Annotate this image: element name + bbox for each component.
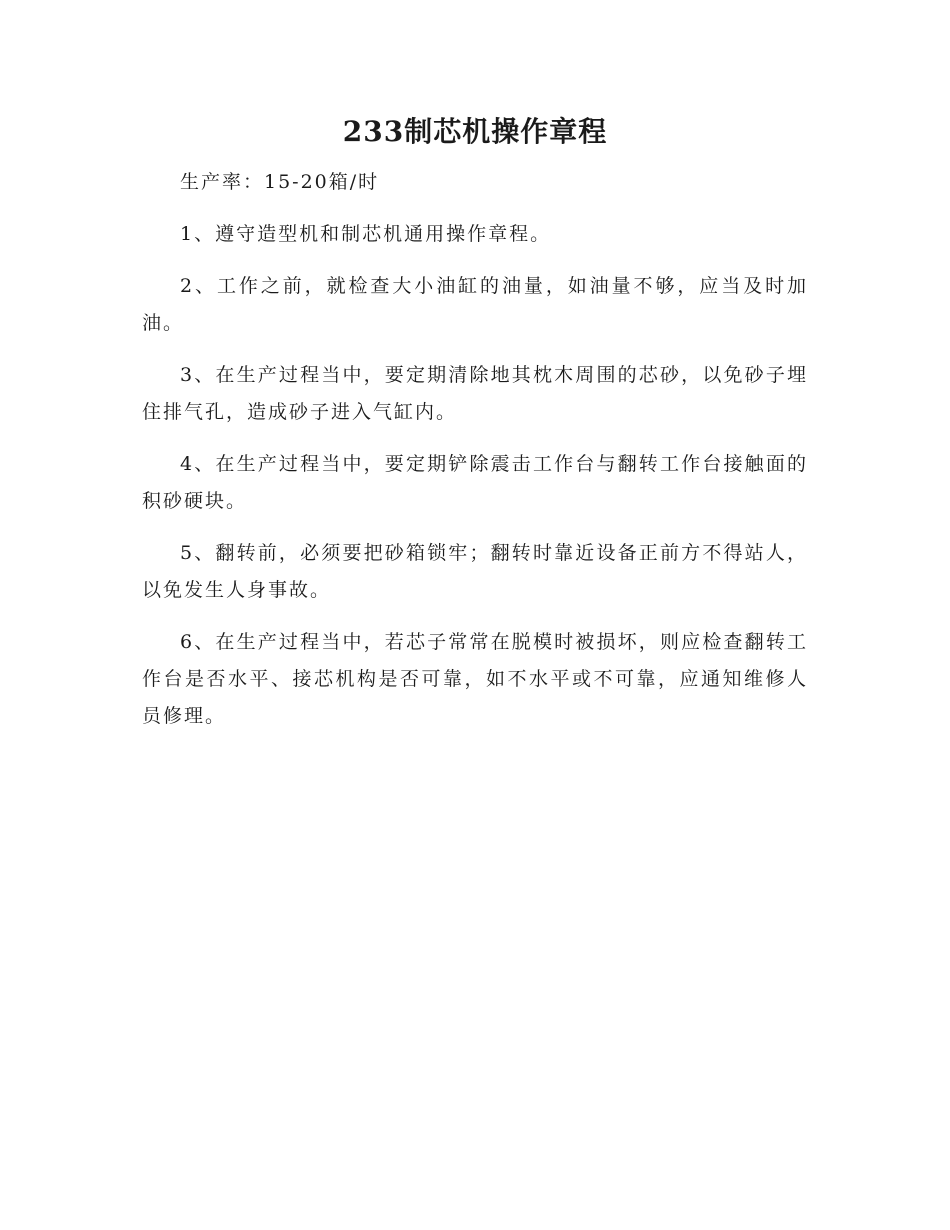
- production-rate: 生产率：15-20箱/时: [180, 171, 380, 193]
- paragraph-2: 2、工作之前，就检查大小油缸的油量，如油量不够，应当及时加油。: [142, 275, 808, 334]
- document-body: [142, 164, 808, 750]
- paragraph-5: 5、翻转前，必须要把砂箱锁牢；翻转时靠近设备正前方不得站人，以免发生人身事故。: [142, 542, 808, 601]
- paragraph-3: 3、在生产过程当中，要定期清除地其枕木周围的芯砂，以免砂子埋住排气孔，造成砂子进入气缸内。: [142, 364, 808, 423]
- paragraph-1: 1、遵守造型机和制芯机通用操作章程。: [180, 223, 552, 245]
- document-title: 233制芯机操作章程: [342, 115, 608, 148]
- paragraph-4: 4、在生产过程当中，要定期铲除震击工作台与翻转工作台接触面的积砂硬块。: [142, 453, 808, 512]
- paragraph-6: 6、在生产过程当中，若芯子常常在脱模时被损坏，则应检查翻转工作台是否水平、接芯机构是否可靠，如不水平或不可靠，应通知维修人员修理。: [142, 631, 808, 727]
